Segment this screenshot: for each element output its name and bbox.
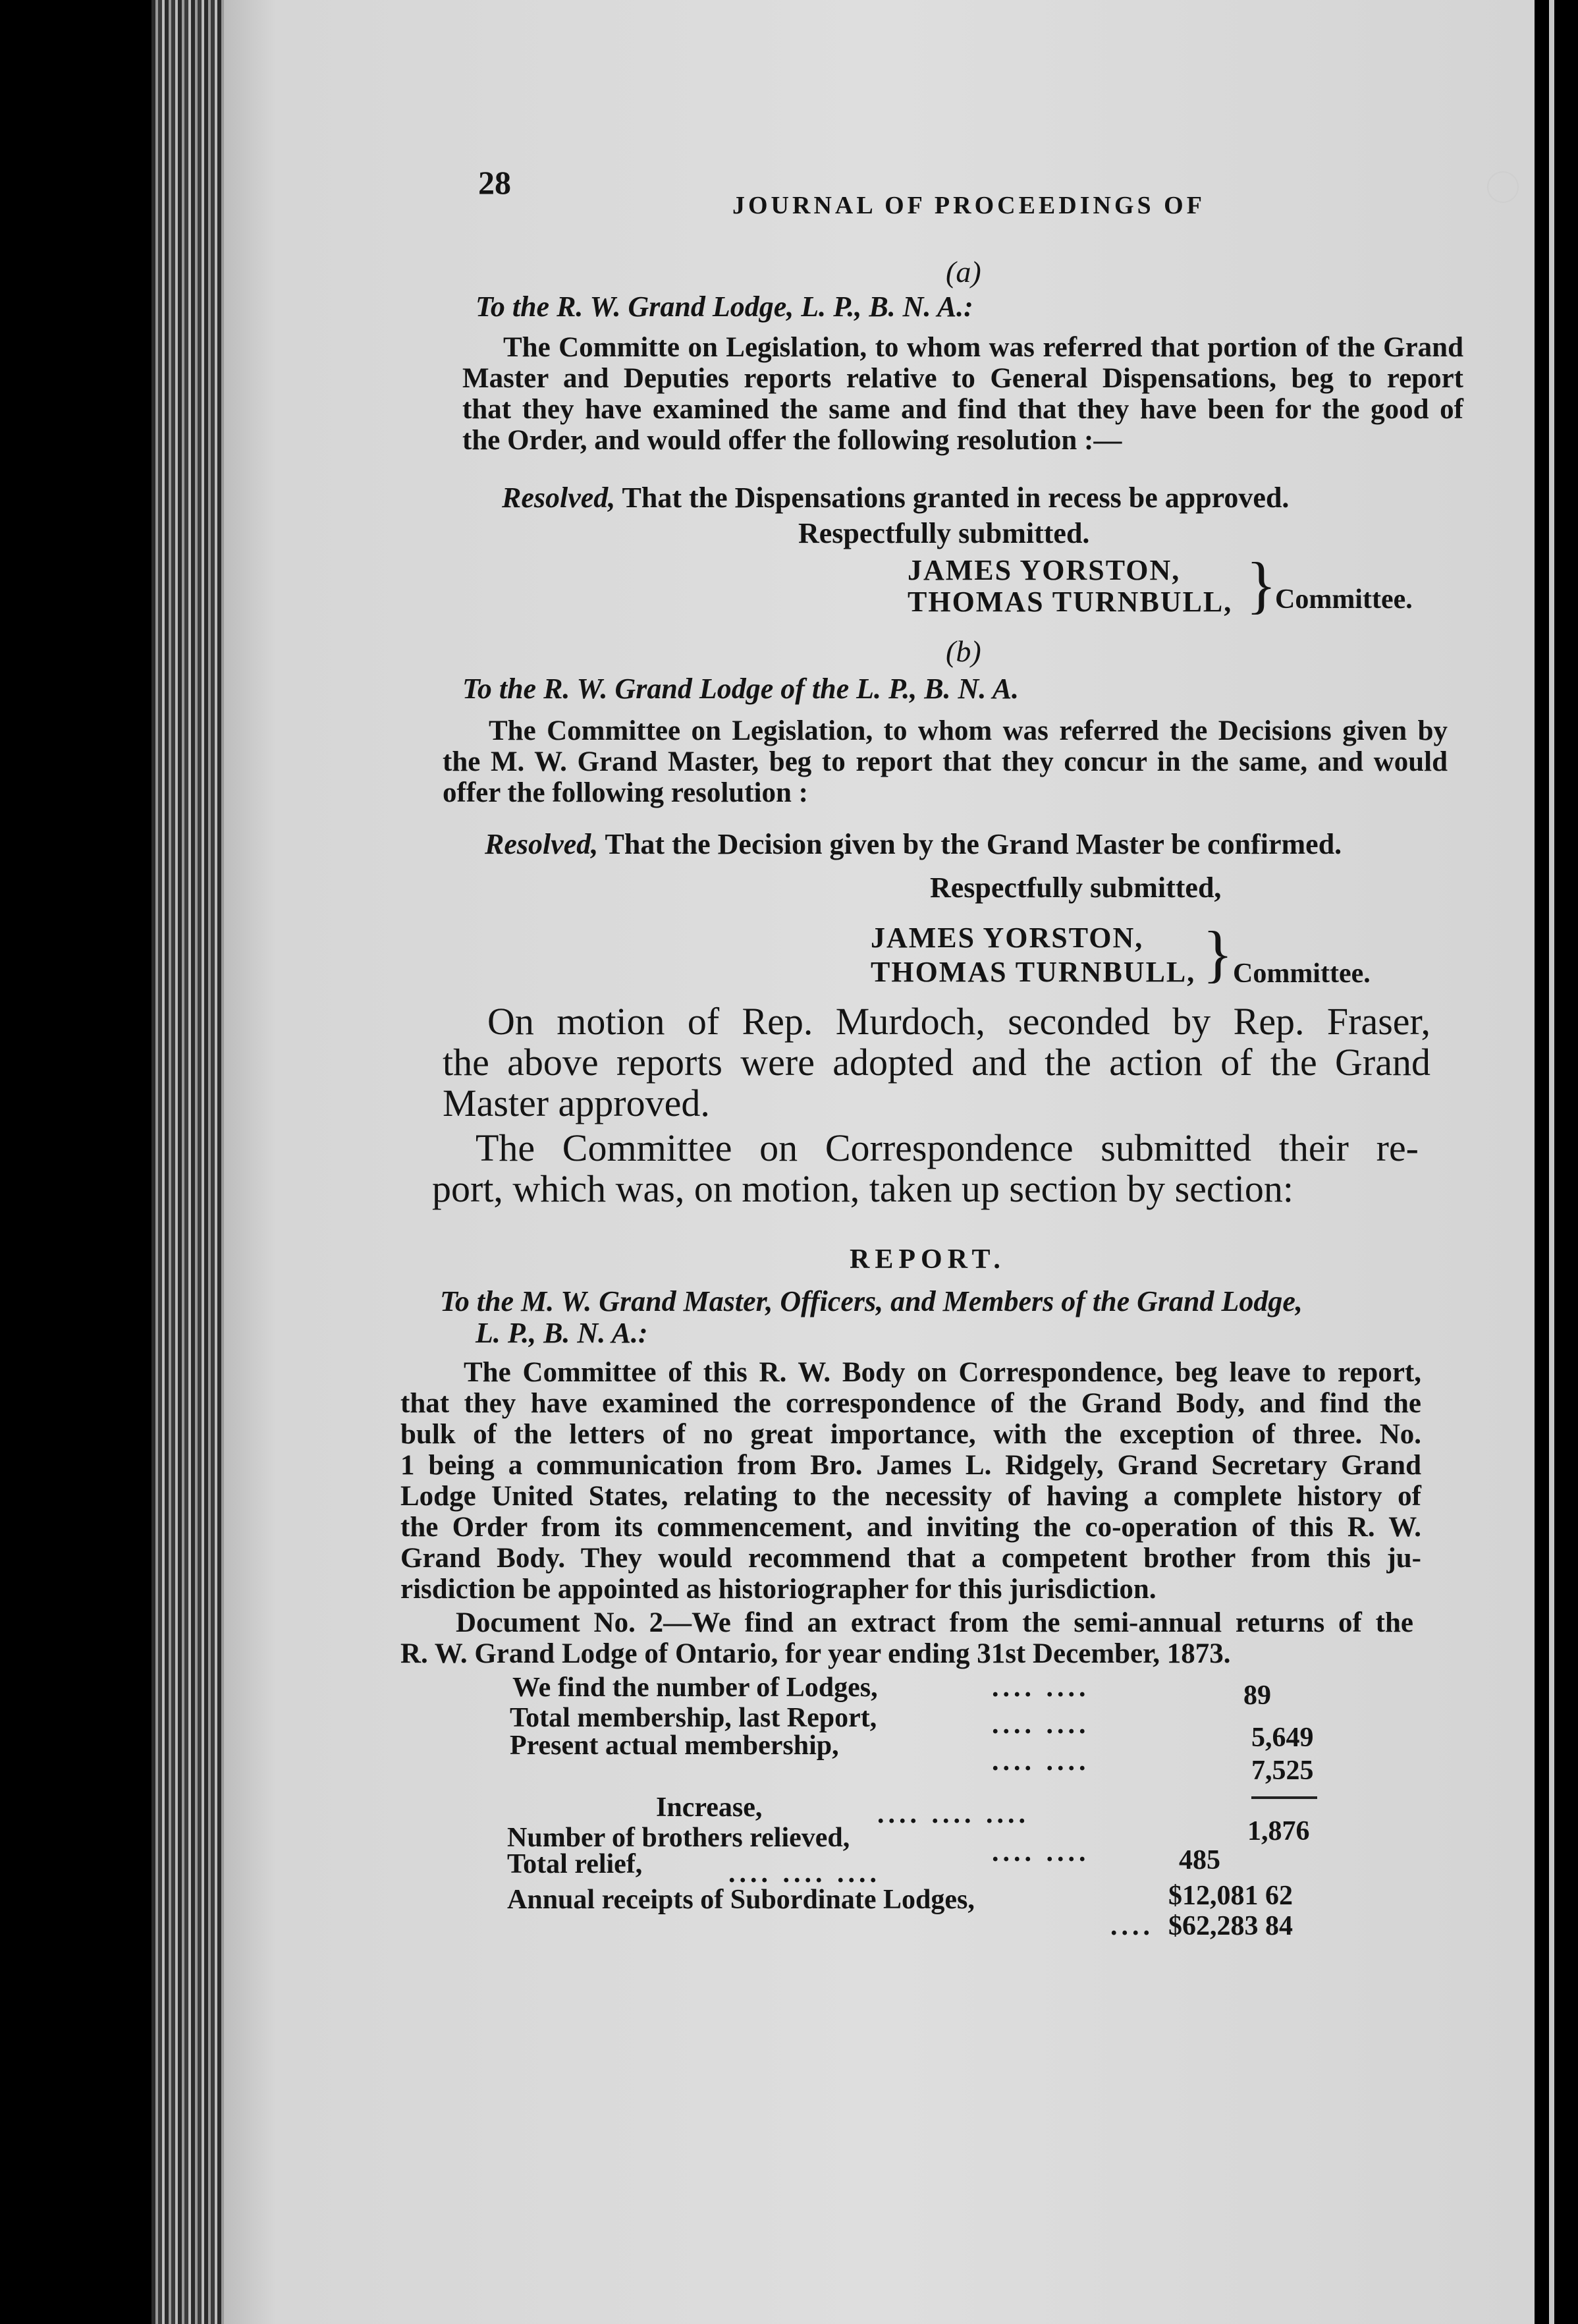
section-a-address: To the R. W. Grand Lodge, L. P., B. N. A.: bbox=[476, 290, 973, 323]
section-b-submitted: Respectfully submitted, bbox=[930, 872, 1222, 904]
paragraph-line: the M. W. Grand Master, beg to report that they concur in the same, and would bbox=[443, 746, 1448, 777]
paragraph-line: the Order from its commencement, and inviting the co-operation of this R. W. bbox=[400, 1512, 1421, 1543]
section-a-paragraph bbox=[462, 332, 1463, 456]
paragraph-line: risdiction be appointed as historiographer for this jurisdiction. bbox=[400, 1574, 1156, 1605]
signer-name: THOMAS TURNBULL, bbox=[908, 586, 1233, 618]
stat-label: We find the number of Lodges, bbox=[512, 1673, 878, 1703]
stat-leaders: .... .... .... bbox=[877, 1799, 1029, 1829]
stat-value: 5,649 bbox=[1251, 1723, 1314, 1753]
stat-leaders: .... bbox=[1110, 1911, 1154, 1941]
stat-leaders: .... .... bbox=[992, 1746, 1090, 1777]
correspondence-paragraph bbox=[432, 1128, 1419, 1209]
paragraph-line: bulk of the letters of no great importance, with the exception of three. No. bbox=[400, 1419, 1421, 1450]
resolved-text: That the Decision given by the Grand Master be confirmed. bbox=[605, 828, 1342, 860]
stat-label: Present actual membership, bbox=[510, 1730, 839, 1761]
paper-blemish bbox=[1487, 171, 1519, 203]
stat-value: 89 bbox=[1243, 1680, 1271, 1711]
paragraph-line: 1 being a communication from Bro. James L. Ridgely, Grand Secretary Grand bbox=[400, 1450, 1421, 1481]
stat-leaders: .... .... .... bbox=[728, 1858, 881, 1889]
signer-name: JAMES YORSTON, bbox=[908, 554, 1181, 586]
section-a-submitted: Respectfully submitted. bbox=[798, 517, 1090, 549]
section-b-label: (b) bbox=[946, 634, 981, 668]
paragraph-line: Lodge United States, relating to the necessity of having a complete history of bbox=[400, 1481, 1421, 1512]
paragraph-line: Grand Body. They would recommend that a competent brother from this ju- bbox=[400, 1543, 1421, 1574]
stat-label: Total membership, last Report, bbox=[510, 1703, 877, 1733]
paragraph-line: R. W. Grand Lodge of Ontario, for year ending 31st December, 1873. bbox=[400, 1638, 1231, 1669]
running-title: JOURNAL OF PROCEEDINGS OF bbox=[732, 192, 1205, 219]
signature-brace: } bbox=[1203, 918, 1234, 989]
section-b-paragraph bbox=[443, 715, 1448, 808]
report-paragraph bbox=[400, 1357, 1421, 1605]
signer-name: THOMAS TURNBULL, bbox=[871, 956, 1196, 988]
stat-leaders: .... .... bbox=[992, 1837, 1090, 1868]
stat-value: $12,081 62 bbox=[1168, 1881, 1293, 1911]
stat-value: 485 bbox=[1179, 1845, 1220, 1875]
paragraph-line: the above reports were adopted and the action of the Grand bbox=[443, 1041, 1430, 1084]
paragraph-line: The Committe on Legislation, to whom was referred that portion of the Grand bbox=[503, 332, 1463, 363]
resolved-text: That the Dispensations granted in recess be approved. bbox=[622, 482, 1290, 514]
motion-paragraph bbox=[443, 1001, 1430, 1124]
paragraph-line: the Order, and would offer the following resolution :— bbox=[462, 425, 1122, 456]
stat-leaders: .... .... bbox=[992, 1709, 1090, 1740]
paragraph-line: that they have examined the correspondence of the Grand Body, and find the bbox=[400, 1388, 1421, 1419]
report-address-line: L. P., B. N. A.: bbox=[476, 1317, 648, 1349]
paragraph-line: Master and Deputies reports relative to General Dispensations, beg to report bbox=[462, 363, 1463, 394]
page-number: 28 bbox=[478, 164, 511, 201]
section-a-resolution bbox=[502, 481, 1289, 514]
resolved-word: Resolved, bbox=[485, 828, 599, 860]
section-b-resolution bbox=[485, 827, 1342, 861]
paragraph-line: The Committee of this R. W. Body on Correspondence, beg leave to report, bbox=[464, 1357, 1421, 1388]
stat-label: Increase, bbox=[656, 1792, 763, 1823]
committee-label: Committee. bbox=[1275, 584, 1413, 615]
paragraph-line: port, which was, on motion, taken up section by section: bbox=[432, 1167, 1294, 1210]
stat-leaders: .... .... bbox=[992, 1673, 1090, 1703]
stat-label: Annual receipts of Subordinate Lodges, bbox=[507, 1885, 975, 1915]
resolved-word: Resolved, bbox=[502, 482, 616, 514]
stat-label: Number of brothers relieved, bbox=[507, 1823, 850, 1853]
facing-page-edge bbox=[1535, 0, 1578, 2324]
paragraph-line: The Committee on Legislation, to whom was referred the Decisions given by bbox=[489, 715, 1448, 746]
stat-value: 7,525 bbox=[1251, 1756, 1314, 1786]
report-address-line: To the M. W. Grand Master, Officers, and Members of the Grand Lodge, bbox=[440, 1285, 1303, 1317]
stat-label: Total relief, bbox=[507, 1849, 643, 1879]
paragraph-line: Master approved. bbox=[443, 1082, 710, 1124]
paragraph-line: that they have examined the same and find that they have been for the good of bbox=[462, 394, 1463, 425]
committee-label: Committee. bbox=[1233, 958, 1371, 989]
report-heading: REPORT. bbox=[850, 1244, 1006, 1275]
section-a-label: (a) bbox=[946, 255, 981, 289]
stat-value: $62,283 84 bbox=[1168, 1911, 1293, 1941]
paragraph-line: On motion of Rep. Murdoch, seconded by Rep. Fraser, bbox=[487, 1000, 1430, 1043]
signature-brace: } bbox=[1246, 549, 1277, 620]
paragraph-line: The Committee on Correspondence submitted their re- bbox=[476, 1126, 1419, 1169]
paragraph-line: Document No. 2—We find an extract from the semi-annual returns of the bbox=[456, 1607, 1413, 1638]
document-paragraph bbox=[400, 1607, 1413, 1669]
sum-rule bbox=[1251, 1796, 1317, 1799]
stat-value: 1,876 bbox=[1247, 1816, 1310, 1846]
section-b-address: To the R. W. Grand Lodge of the L. P., B. N. A. bbox=[462, 673, 1020, 705]
signer-name: JAMES YORSTON, bbox=[871, 922, 1144, 954]
book-page-edges bbox=[151, 0, 231, 2324]
paragraph-line: offer the following resolution : bbox=[443, 777, 808, 808]
